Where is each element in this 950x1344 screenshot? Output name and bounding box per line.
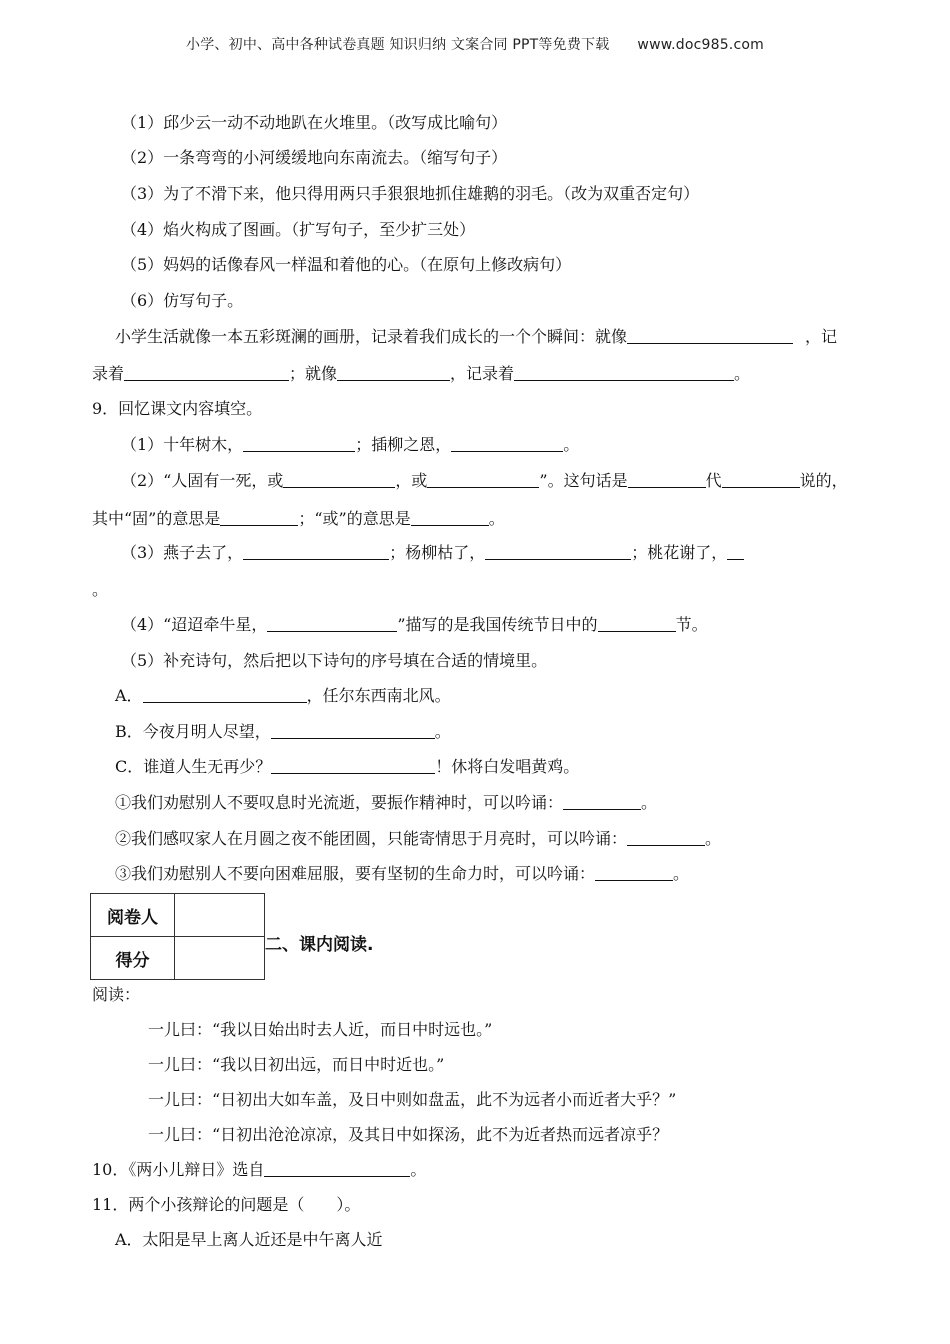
answer-blank[interactable] — [563, 793, 641, 810]
q8-imitation-line-1: 小学生活就像一本五彩斑澜的画册，记录着我们成长的一个个瞬间：就像 ，记 — [115, 327, 838, 346]
score-label: 得分 — [91, 937, 175, 980]
answer-blank[interactable] — [243, 543, 389, 560]
answer-blank[interactable] — [243, 435, 355, 452]
passage-line-2: 一儿曰：“我以日初出远，而日中时近也。” — [148, 1055, 445, 1074]
answer-blank[interactable] — [267, 615, 397, 632]
q9-item-2: （2）“人固有一死，或 ，或 ”。这句话是 代 说的， — [121, 471, 848, 490]
q9-option-c: C．谁道人生无再少？ ！休将白发唱黄鸡。 — [115, 757, 580, 776]
answer-blank[interactable] — [264, 1160, 410, 1177]
answer-blank[interactable] — [271, 757, 435, 774]
answer-blank[interactable] — [485, 543, 631, 560]
passage-line-3: 一儿曰：“日初出大如车盖，及日中则如盘盂，此不为远者小而近者大乎？” — [148, 1090, 677, 1109]
q9-item-3: （3）燕子去了， ；杨柳枯了， ；桃花谢了， — [121, 543, 744, 563]
q9-title: 9．回忆课文内容填空。 — [92, 399, 263, 418]
answer-blank[interactable] — [411, 509, 489, 526]
answer-blank[interactable] — [271, 722, 435, 739]
q9-situation-1: ①我们劝慰别人不要叹息时光流逝，要振作精神时，可以吟诵： 。 — [115, 793, 658, 812]
q9-situation-2: ②我们感叹家人在月圆之夜不能团圆，只能寄情思于月亮时，可以吟诵： 。 — [115, 829, 722, 848]
answer-blank[interactable] — [722, 471, 800, 488]
answer-blank[interactable] — [514, 364, 734, 381]
score-table — [90, 893, 265, 980]
answer-blank[interactable] — [627, 327, 793, 344]
reviewer-cell[interactable] — [175, 894, 265, 937]
q8-item-2: （2）一条弯弯的小河缓缓地向东南流去。（缩写句子） — [121, 148, 508, 167]
answer-blank[interactable] — [595, 864, 673, 881]
read-label: 阅读： — [92, 985, 141, 1004]
answer-blank[interactable] — [727, 543, 744, 560]
q8-item-5: （5）妈妈的话像春风一样温和着他的心。（在原句上修改病句） — [121, 255, 572, 274]
header-text: 小学、初中、高中各种试卷真题 知识归纳 文案合同 PPT等免费下载 — [186, 37, 610, 53]
q9-item-5: （5）补充诗句，然后把以下诗句的序号填在合适的情境里。 — [121, 651, 548, 670]
answer-blank[interactable] — [427, 471, 539, 488]
answer-blank[interactable] — [598, 615, 676, 632]
answer-blank[interactable] — [627, 829, 705, 846]
answer-blank[interactable] — [124, 364, 289, 381]
q11-stem: 11．两个小孩辩论的问题是（ ）。 — [92, 1195, 361, 1214]
passage-line-4: 一儿曰：“日初出沧沧凉凉，及其日中如探汤，此不为近者热而远者凉乎？ — [148, 1125, 669, 1144]
q9-situation-3: ③我们劝慰别人不要向困难屈服，要有坚韧的生命力时，可以吟诵： 。 — [115, 864, 690, 883]
score-cell[interactable] — [175, 937, 265, 980]
answer-blank[interactable] — [220, 509, 298, 526]
answer-blank[interactable] — [143, 686, 307, 703]
q8-imitation-line-2: 录着 ；就像 ，记录着 。 — [92, 364, 751, 383]
answer-blank[interactable] — [337, 364, 450, 381]
q8-item-4: （4）焰火构成了图画。（扩写句子，至少扩三处） — [121, 220, 476, 239]
q9-item-3-end: 。 — [92, 580, 109, 599]
answer-blank[interactable] — [451, 435, 563, 452]
q8-item-6: （6）仿写句子。 — [121, 291, 244, 310]
q9-option-a: A． ，任尔东西南北风。 — [115, 686, 451, 705]
q11-option-a: A．太阳是早上离人近还是中午离人近 — [115, 1230, 383, 1249]
section-title: 二、课内阅读. — [265, 935, 374, 955]
q10: 10．《两小儿辩日》选自 。 — [92, 1160, 427, 1179]
reviewer-label: 阅卷人 — [91, 894, 175, 937]
passage-line-1: 一儿曰：“我以日始出时去人近，而日中时远也。” — [148, 1020, 493, 1039]
header-site: www.doc985.com — [637, 37, 764, 53]
answer-blank[interactable] — [283, 471, 395, 488]
page-header — [0, 34, 950, 54]
q9-item-1: （1）十年树木， ；插柳之恩， 。 — [121, 435, 580, 454]
q9-item-2-cont: 其中“固”的意思是 ；“或”的意思是 。 — [92, 509, 505, 528]
q9-item-4: （4）“迢迢牵牛星， ”描写的是我国传统节日中的 节。 — [121, 615, 708, 634]
q9-option-b: B．今夜月明人尽望， 。 — [115, 722, 451, 741]
q8-item-3: （3）为了不滑下来，他只得用两只手狠狠地抓住雄鹅的羽毛。（改为双重否定句） — [121, 184, 700, 203]
q8-item-1: （1）邱少云一动不动地趴在火堆里。（改写成比喻句） — [121, 113, 508, 132]
answer-blank[interactable] — [628, 471, 706, 488]
